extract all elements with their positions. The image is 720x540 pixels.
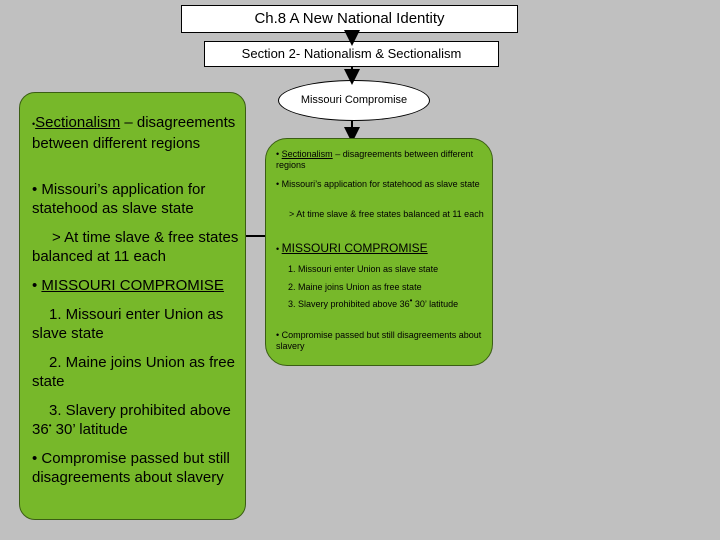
left-compromise-title: MISSOURI COMPROMISE [41, 277, 224, 294]
left-sectionalism-def: – disagreements between different regions [32, 114, 236, 152]
right-sectionalism-text [276, 149, 488, 171]
right-bullet: • [276, 149, 282, 159]
right-balance-text: > At time slave & free states balanced at 11 each [289, 209, 484, 219]
right-sectionalism-def: – disagreements between different regions [276, 149, 474, 170]
right-passed-text: • Compromise passed but still disagreements about slavery [276, 330, 482, 351]
oval-label: Missouri Compromise [300, 94, 408, 106]
right-compromise-bullet: • [276, 244, 282, 254]
left-item-2: 2. Maine joins Union as free state [32, 354, 235, 390]
chapter-title: Ch.8 A New National Identity [254, 10, 445, 27]
right-item-3 [276, 296, 488, 310]
left-sectionalism-text [32, 113, 242, 153]
right-item-1: 1. Missouri enter Union as slave state [288, 264, 439, 274]
left-sectionalism-term: Sectionalism [35, 114, 121, 131]
right-item-3-a: 3. Slavery prohibited above 36 [288, 299, 410, 309]
left-statehood-text: • Missouri’s application for statehood as slave state [32, 181, 206, 217]
right-compromise-heading [276, 241, 488, 256]
left-passed-text: • Compromise passed but still disagreements about slavery [32, 450, 230, 486]
left-item-3-a: 3. Slavery prohibited above 36 [32, 402, 231, 438]
left-balance-text: > At time slave & free states balanced at 11 each [32, 229, 239, 265]
left-bullet: • [32, 119, 36, 129]
left-item-1: 1. Missouri enter Union as slave state [32, 306, 224, 342]
left-compromise-bullet: • [32, 277, 42, 294]
left-item-3-b: 30’ latitude [51, 421, 128, 438]
right-item-2: 2. Maine joins Union as free state [288, 282, 422, 292]
right-item-3-degree: • [409, 296, 413, 305]
right-compromise-title: MISSOURI COMPROMISE [281, 241, 428, 255]
left-item-3-degree: • [48, 421, 52, 430]
left-item-3 [32, 401, 242, 439]
section-title: Section 2- Nationalism & Sectionalism [241, 46, 462, 61]
left-compromise-heading [32, 276, 242, 295]
right-sectionalism-term: Sectionalism [281, 149, 333, 159]
right-statehood-text: • Missouri’s application for statehood as slave state [276, 179, 480, 189]
right-item-3-b: 30’ latitude [412, 299, 459, 309]
